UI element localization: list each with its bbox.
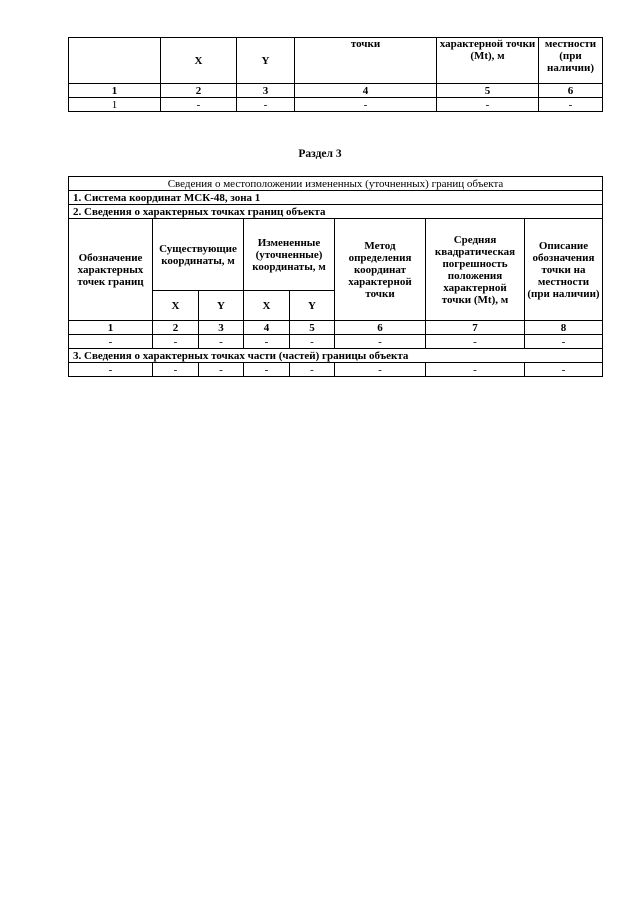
table-cell: - <box>237 98 295 112</box>
table-cell: - <box>153 363 199 377</box>
table-row <box>69 335 603 349</box>
header-x: X <box>153 291 199 321</box>
table-row <box>69 363 603 377</box>
table-cell: - <box>199 335 244 349</box>
column-number: 4 <box>244 321 290 335</box>
table-cell: - <box>244 363 290 377</box>
header-y: Y <box>199 291 244 321</box>
header-cell-x: X <box>161 38 237 84</box>
column-number: 7 <box>426 321 525 335</box>
table-cell: - <box>426 335 525 349</box>
column-number: 1 <box>69 321 153 335</box>
table-cell: - <box>525 335 603 349</box>
table-cell: - <box>426 363 525 377</box>
header-cell-y: Y <box>237 38 295 84</box>
header-cell-accuracy: характерной точки (Mt), м <box>437 38 539 84</box>
column-number: 6 <box>335 321 426 335</box>
table-section-3 <box>68 176 603 377</box>
table-cell: - <box>539 98 603 112</box>
table-cell: - <box>525 363 603 377</box>
table-cell: - <box>199 363 244 377</box>
column-number: 8 <box>525 321 603 335</box>
header-method: Метод определения координат характерной точки <box>335 219 426 321</box>
table-cell: - <box>335 335 426 349</box>
header-cell-point: точки <box>295 38 437 84</box>
table-cell: - <box>295 98 437 112</box>
coordinate-system-row <box>69 191 603 205</box>
table-section-2-continuation <box>68 37 603 112</box>
column-number: 6 <box>539 84 603 98</box>
part-boundary-heading-row <box>69 349 603 363</box>
coordinate-system-label: 1. Система координат МСК-48, зона 1 <box>69 191 603 205</box>
column-number: 1 <box>69 84 161 98</box>
table-cell: - <box>290 363 335 377</box>
column-number-row <box>69 84 603 98</box>
table-cell: - <box>153 335 199 349</box>
column-number: 2 <box>153 321 199 335</box>
header-changed-coordinates: Измененные (уточненные) координаты, м <box>244 219 335 291</box>
table-cell: - <box>161 98 237 112</box>
table-header-row <box>69 38 603 84</box>
table-cell: - <box>69 335 153 349</box>
table-cell: - <box>335 363 426 377</box>
table-cell: 1 <box>69 98 161 112</box>
part-boundary-heading: 3. Сведения о характерных точках части (частей) границы объекта <box>69 349 603 363</box>
header-description: Описание обозначения точки на местности (при наличии) <box>525 219 603 321</box>
table-cell: - <box>244 335 290 349</box>
boundary-points-heading-row <box>69 205 603 219</box>
header-y: Y <box>290 291 335 321</box>
column-number-row <box>69 321 603 335</box>
table-header-row <box>69 219 603 291</box>
boundary-points-heading: 2. Сведения о характерных точках границ объекта <box>69 205 603 219</box>
column-number: 5 <box>290 321 335 335</box>
column-number: 3 <box>237 84 295 98</box>
table-title: Сведения о местоположении измененных (уточненных) границ объекта <box>69 177 603 191</box>
table-title-row <box>69 177 603 191</box>
header-cell-1 <box>69 38 161 84</box>
header-accuracy: Средняя квадратическая погрешность положения характерной точки (Mt), м <box>426 219 525 321</box>
header-point-designation: Обозначение характерных точек границ <box>69 219 153 321</box>
section-title: Раздел 3 <box>298 148 342 160</box>
column-number: 5 <box>437 84 539 98</box>
table-cell: - <box>290 335 335 349</box>
header-cell-description: местности (при наличии) <box>539 38 603 84</box>
table-row <box>69 98 603 112</box>
header-existing-coordinates: Существующие координаты, м <box>153 219 244 291</box>
column-number: 4 <box>295 84 437 98</box>
header-x: X <box>244 291 290 321</box>
table-cell: - <box>69 363 153 377</box>
column-number: 2 <box>161 84 237 98</box>
table-cell: - <box>437 98 539 112</box>
column-number: 3 <box>199 321 244 335</box>
